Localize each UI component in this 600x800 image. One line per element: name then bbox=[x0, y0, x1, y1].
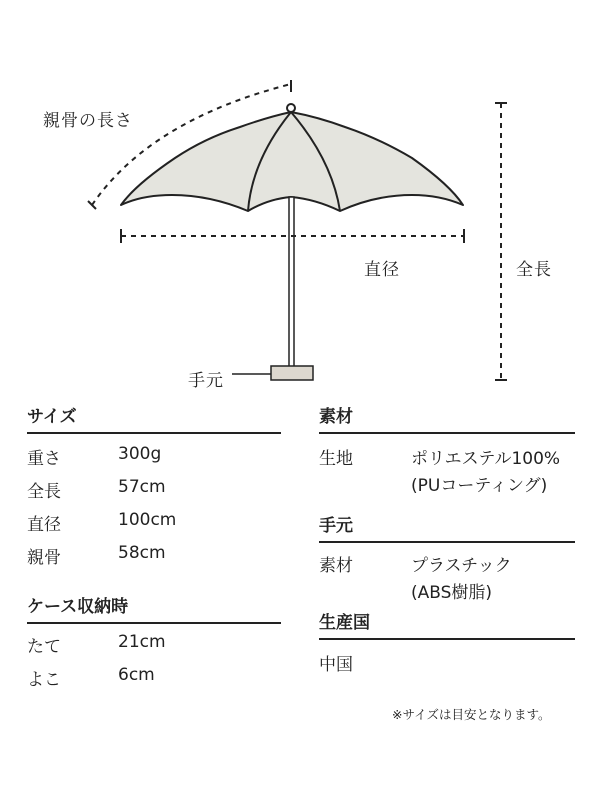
case-section-title: ケース収納時 bbox=[27, 597, 129, 617]
umbrella-tip bbox=[287, 104, 295, 112]
spec-key-case-width: よこ bbox=[27, 670, 61, 690]
spec-value-rib: 58cm bbox=[118, 543, 166, 563]
handle-section-divider bbox=[319, 541, 575, 543]
origin-section-divider bbox=[319, 638, 575, 640]
spec-value-diameter: 100cm bbox=[118, 510, 177, 530]
umbrella-handle bbox=[271, 366, 313, 380]
spec-value-origin: 中国 bbox=[319, 655, 353, 675]
spec-value-fabric-line2: (PUコーティング) bbox=[411, 476, 548, 496]
size-section-divider bbox=[27, 432, 281, 434]
spec-key-case-height: たて bbox=[27, 637, 61, 657]
handle-label: 手元 bbox=[188, 371, 224, 391]
spec-value-case-height: 21cm bbox=[118, 632, 166, 652]
spec-value-weight: 300g bbox=[118, 444, 162, 464]
umbrella-canopy bbox=[121, 112, 463, 211]
spec-value-fabric-line1: ポリエステル100% bbox=[411, 449, 561, 469]
spec-key-handle-material: 素材 bbox=[319, 556, 353, 576]
rib-length-label: 親骨の長さ bbox=[43, 111, 133, 131]
material-section-title: 素材 bbox=[319, 407, 353, 427]
handle-section-title: 手元 bbox=[319, 516, 353, 536]
case-section-divider bbox=[27, 622, 281, 624]
spec-key-total-length: 全長 bbox=[27, 482, 61, 502]
material-section-divider bbox=[319, 432, 575, 434]
spec-value-handle-material-line2: (ABS樹脂) bbox=[411, 583, 493, 603]
spec-key-weight: 重さ bbox=[27, 449, 61, 469]
spec-key-diameter: 直径 bbox=[27, 515, 61, 535]
total-length-label: 全長 bbox=[516, 260, 552, 280]
spec-value-total-length: 57cm bbox=[118, 477, 166, 497]
diameter-label: 直径 bbox=[364, 260, 400, 280]
spec-value-handle-material-line1: プラスチック bbox=[411, 556, 512, 576]
size-section-title: サイズ bbox=[27, 407, 77, 427]
spec-value-case-width: 6cm bbox=[118, 665, 155, 685]
origin-section-title: 生産国 bbox=[319, 613, 370, 633]
size-footnote: ※サイズは目安となります。 bbox=[392, 707, 551, 722]
spec-key-fabric: 生地 bbox=[319, 449, 353, 469]
spec-key-rib: 親骨 bbox=[27, 548, 61, 568]
umbrella-shaft bbox=[289, 197, 294, 367]
